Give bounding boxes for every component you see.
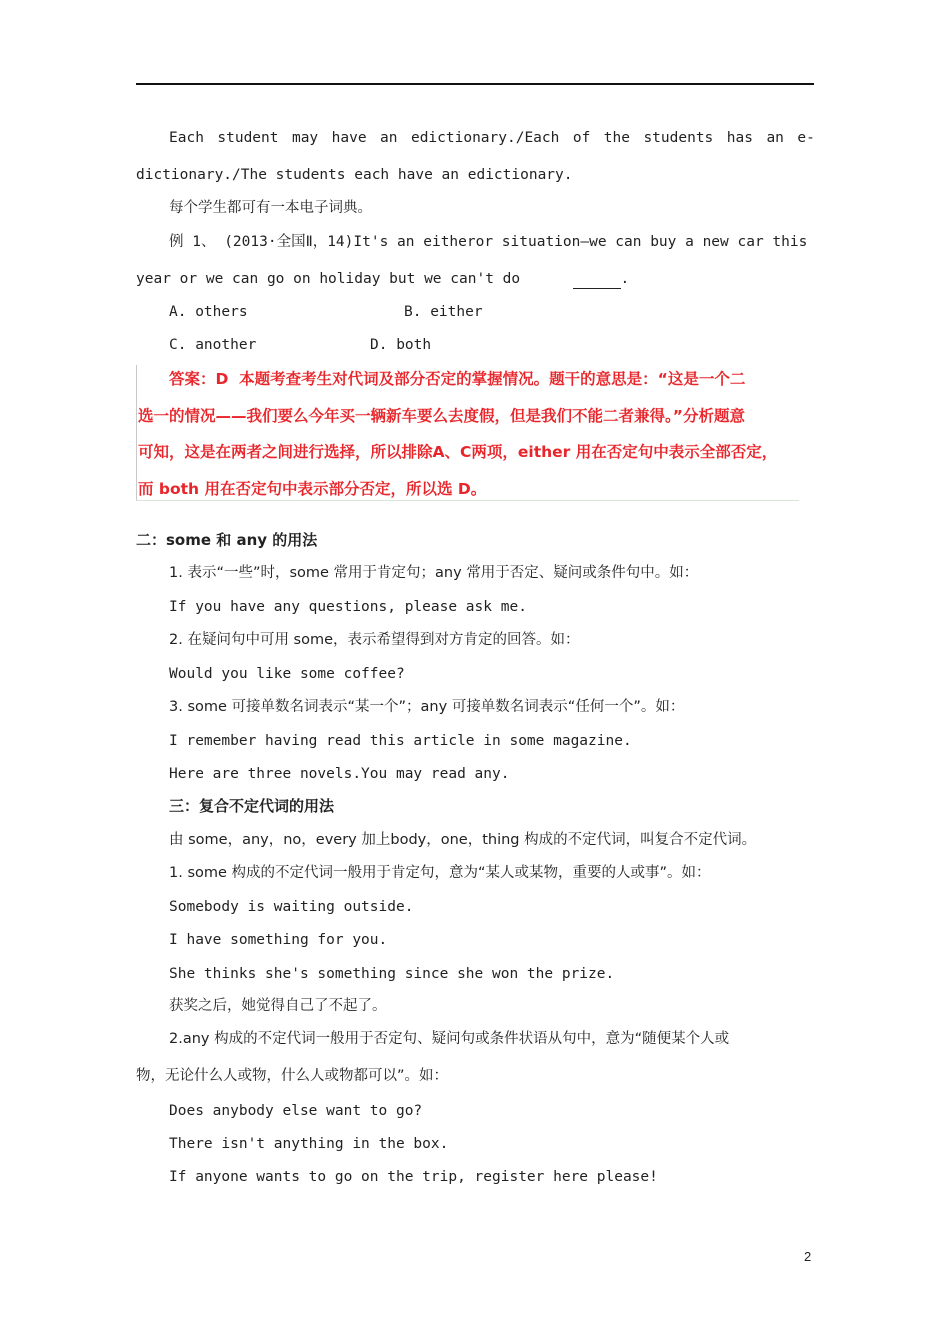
option-d: D. both (370, 337, 432, 353)
section-2-heading: 二：some 和 any 的用法 (136, 531, 318, 549)
word: has (726, 130, 753, 146)
section-3-heading: 三：复合不定代词的用法 (169, 797, 335, 815)
answer-line-1: 答案：D 本题考查考生对代词及部分否定的掌握情况。题干的意思是：“这是一个二 (169, 370, 746, 388)
question-text: year or we can go on holiday but we can't do (136, 271, 521, 287)
answer-line-2: 选一的情况——我们要么今年买一辆新车要么去度假，但是我们不能二者兼得。”分析题意 (138, 407, 745, 425)
line-translation: 每个学生都可有一本电子词典。 (169, 200, 372, 216)
section-2-example-4: Here are three novels.You may read any. (169, 766, 510, 782)
word: may (291, 130, 319, 146)
section-2-example-3: I remember having read this article in some magazine. (169, 733, 632, 749)
section-3-point-2-cont: 物，无论什么人或物，什么人或物都可以”。如： (136, 1068, 449, 1084)
section-3-example-3: She thinks she's something since she won the prize. (169, 966, 615, 982)
section-3-example-3-translation: 获奖之后，她觉得自己了不起了。 (169, 998, 387, 1014)
word: of (572, 130, 591, 146)
word: student (217, 130, 279, 146)
line-each-student (169, 128, 815, 148)
word: have (331, 130, 367, 146)
section-3-example-6: If anyone wants to go on the trip, register here please! (169, 1169, 658, 1185)
word: an (380, 130, 398, 146)
option-b: B. either (404, 304, 483, 320)
section-3-example-2: I have something for you. (169, 932, 388, 948)
example-1-question-cont (136, 269, 629, 289)
answer-line-3: 可知，这是在两者之间进行选择，所以排除A、C两项，either 用在否定句中表示全部否定， (138, 443, 778, 461)
section-3-point-2: 2.any 构成的不定代词一般用于否定句、疑问句或条件状语从句中，意为“随便某个人或 (169, 1031, 730, 1047)
word: e- (797, 130, 815, 146)
section-3-example-5: There isn't anything in the box. (169, 1136, 449, 1152)
section-2-example-1: If you have any questions, please ask me. (169, 599, 527, 615)
example-1-question: 例 1、 (2013·全国Ⅱ，14)It's an eitheror situation—we can buy a new car this (169, 234, 808, 250)
section-2-point-2: 2. 在疑问句中可用 some，表示希望得到对方肯定的回答。如： (169, 632, 580, 648)
section-3-example-1: Somebody is waiting outside. (169, 899, 414, 915)
section-3-example-4: Does anybody else want to go? (169, 1103, 423, 1119)
word: students (643, 130, 714, 146)
answer-line-4: 而 both 用在否定句中表示部分否定，所以选 D。 (138, 480, 487, 498)
header-rule (136, 83, 814, 85)
answer-blank (573, 274, 621, 289)
question-end: . (620, 271, 630, 287)
section-2-example-2: Would you like some coffee? (169, 666, 405, 682)
option-a: A. others (169, 304, 248, 320)
section-2-point-3: 3. some 可接单数名词表示“某一个”；any 可接单数名词表示“任何一个”。如： (169, 699, 685, 715)
word: edictionary./Each (410, 130, 560, 146)
section-3-point-1: 1. some 构成的不定代词一般用于肯定句，意为“某人或某物，重要的人或事”。如： (169, 865, 711, 881)
option-c: C. another (169, 337, 257, 353)
section-3-intro: 由 some，any，no，every 加上body，one，thing 构成的不定代词，叫复合不定代词。 (169, 832, 757, 848)
page-number: 2 (804, 1249, 812, 1264)
word: the (603, 130, 630, 146)
section-2-point-1: 1. 表示“一些”时，some 常用于肯定句；any 常用于否定、疑问或条件句中。如： (169, 565, 699, 581)
word: an (766, 130, 784, 146)
line-dictionary: dictionary./The students each have an edictionary. (136, 167, 573, 183)
word: Each (169, 130, 204, 146)
